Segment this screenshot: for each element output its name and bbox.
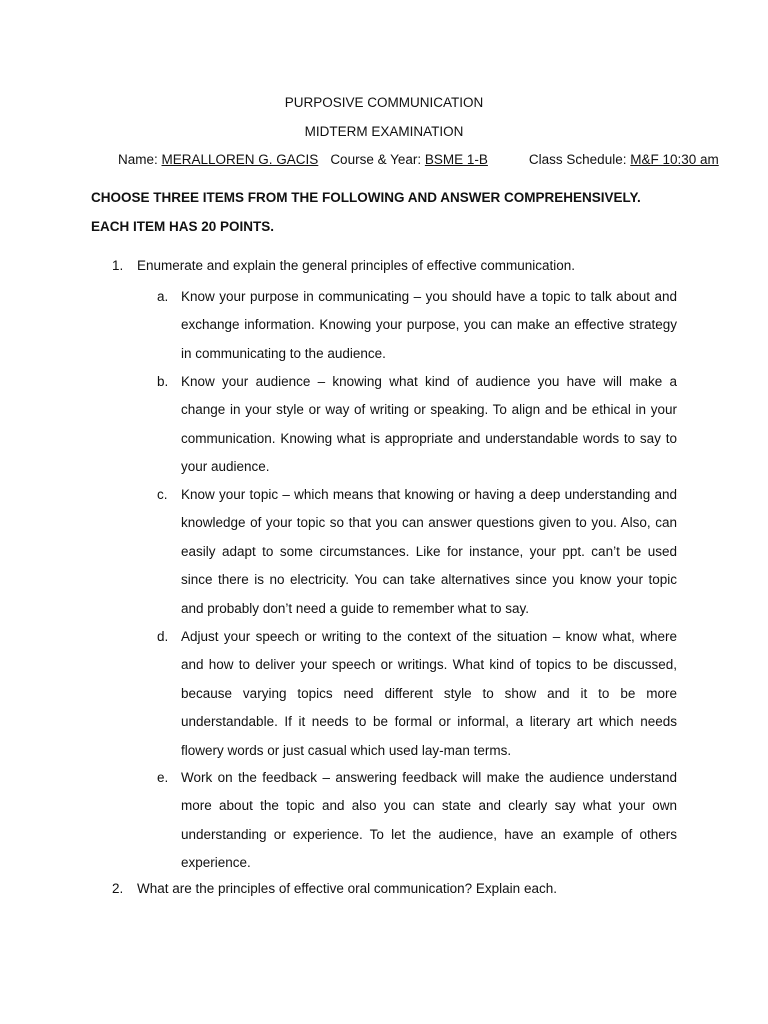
name-value: MERALLOREN G. GACIS bbox=[161, 152, 319, 167]
question-number: 1. bbox=[112, 258, 124, 273]
name-label: Name: bbox=[118, 152, 162, 167]
answer-letter: e. bbox=[157, 770, 169, 785]
question-2 bbox=[112, 881, 557, 896]
student-info-row bbox=[118, 152, 719, 167]
question-1 bbox=[112, 258, 575, 273]
answer-letter: c. bbox=[157, 487, 168, 502]
schedule-label: Class Schedule: bbox=[528, 152, 631, 167]
instruction-text: CHOOSE THREE ITEMS FROM THE FOLLOWING AND ANSWER COMPREHENSIVELY. EACH ITEM HAS 20 POINTS. bbox=[91, 190, 641, 234]
document-subtitle: MIDTERM EXAMINATION bbox=[304, 124, 464, 139]
document-title: PURPOSIVE COMMUNICATION bbox=[284, 95, 484, 110]
question-text: Enumerate and explain the general principles of effective communication. bbox=[137, 258, 576, 273]
question-number: 2. bbox=[112, 881, 124, 896]
answer-text: Know your audience – knowing what kind of audience you have will make a change in your style or way of writing or speaking. To align and be ethical in your communication. Knowing what is appropriate and understandable words to say to your audience. bbox=[181, 374, 677, 475]
answer-text: Know your topic – which means that knowing or having a deep understanding and knowledge of your topic so that you can answer questions given to you. Also, can easily adapt to some circumstances. Like for instance, your ppt. can’t be used since there is no electricity. You can take alternatives since you know your topic and probably don’t need a guide to remember what to say. bbox=[181, 487, 677, 616]
schedule-value: M&F 10:30 am bbox=[630, 152, 719, 167]
course-value: BSME 1-B bbox=[424, 152, 488, 167]
answer-text: Work on the feedback – answering feedback will make the audience understand more about the topic and also you can state and clearly say what your own understanding or experience. To let the audience, have an example of others experience. bbox=[181, 770, 677, 871]
answer-text: Know your purpose in communicating – you should have a topic to talk about and exchange information. Knowing your purpose, you can make an effective strategy in communicating to the audience. bbox=[181, 289, 677, 361]
answer-letter: b. bbox=[157, 374, 169, 389]
question-text: What are the principles of effective oral communication? Explain each. bbox=[137, 881, 557, 896]
answer-letter: a. bbox=[157, 289, 169, 304]
answer-letter: d. bbox=[157, 629, 169, 644]
course-label: Course & Year: bbox=[330, 152, 425, 167]
answer-text: Adjust your speech or writing to the context of the situation – know what, where and how to deliver your speech or writings. What kind of topics to be discussed, because varying topics need different style to show and it to be more understandable. If it needs to be formal or informal, a literary art which needs flowery words or just casual which used lay-man terms. bbox=[181, 629, 677, 758]
